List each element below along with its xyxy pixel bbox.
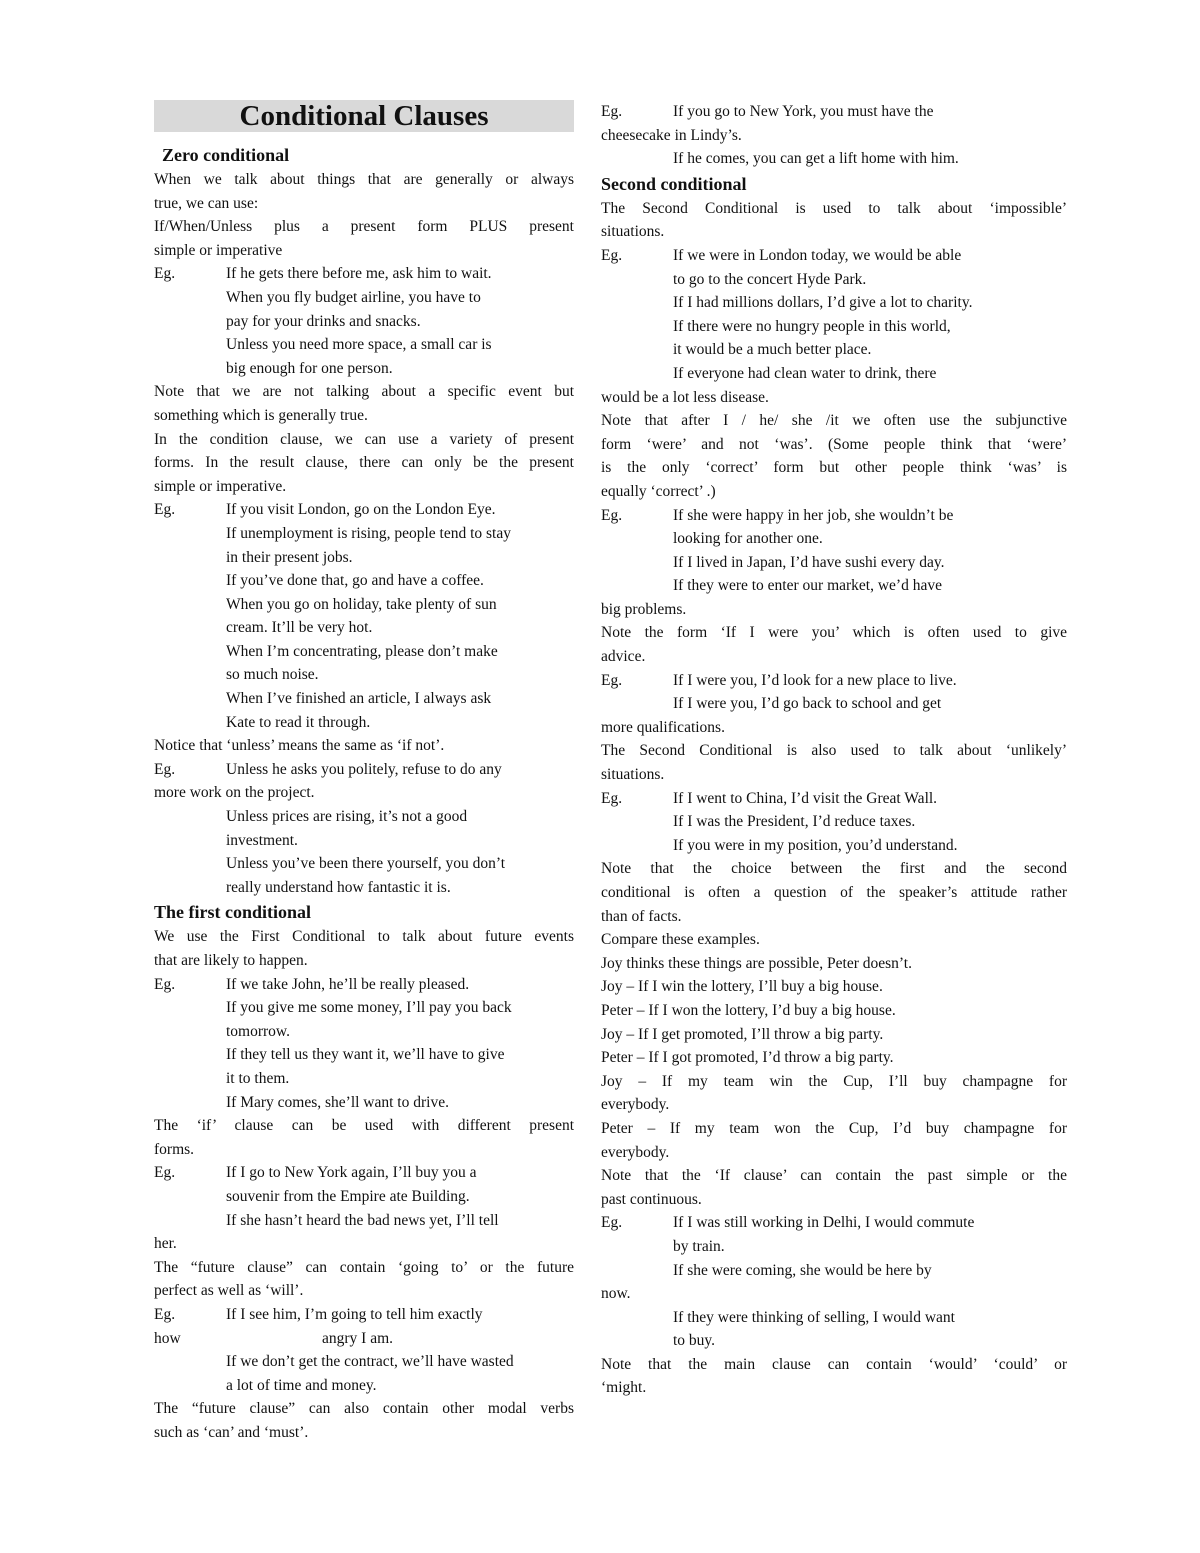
example	[601, 669, 1067, 693]
eg-label: Eg.	[154, 760, 176, 778]
paragraph: Note that the ‘If clause’ can contain the past simple or the	[601, 1167, 1067, 1185]
example-text: Kate to read it through.	[226, 713, 371, 731]
example-text: If you’ve done that, go and have a coffee.	[226, 572, 484, 590]
eg-label: Eg.	[154, 1164, 176, 1182]
example-text: If they were to enter our market, we’d have	[673, 577, 942, 595]
example-text: more work on the project.	[154, 784, 315, 802]
example	[601, 100, 1067, 124]
paragraph: Joy thinks these things are possible, Peter doesn’t.	[601, 954, 912, 972]
example	[154, 1303, 574, 1327]
example-text: If Mary comes, she’ll want to drive.	[226, 1093, 449, 1111]
paragraph: is the only ‘correct’ form but other people think ‘was’ is	[601, 459, 1067, 477]
example-text: in their present jobs.	[226, 548, 353, 566]
eg-label: Eg.	[601, 1214, 623, 1232]
paragraph: ‘might.	[601, 1379, 647, 1397]
example-text: Unless you need more space, a small car is	[226, 336, 492, 354]
paragraph: true, we can use:	[154, 194, 259, 212]
paragraph: Note that the main clause can contain ‘would’ ‘could’ or	[601, 1355, 1067, 1373]
example-text: Unless he asks you politely, refuse to do any	[226, 760, 502, 778]
paragraph: Note the form ‘If I were you’ which is often used to give	[601, 624, 1067, 642]
example-text: pay for your drinks and snacks.	[226, 312, 421, 330]
example	[601, 504, 1067, 528]
paragraph: everybody.	[601, 1096, 670, 1114]
example-text: If you go to New York, you must have the	[673, 103, 934, 120]
eg-label: Eg.	[154, 975, 176, 993]
first-conditional-heading: The first conditional	[154, 902, 312, 923]
paragraph: Joy – If I get promoted, I’ll throw a big party.	[601, 1025, 884, 1043]
example-text: If I lived in Japan, I’d have sushi every day.	[673, 553, 945, 571]
example-text: If you were in my position, you’d understand.	[673, 836, 958, 854]
example-text: If she were coming, she would be here by	[673, 1261, 932, 1279]
paragraph: conditional is often a question of the speaker’s attitude rather	[601, 884, 1067, 901]
example-text: looking for another one.	[673, 530, 823, 548]
example-text: If she hasn’t heard the bad news yet, I’ll tell	[226, 1211, 499, 1229]
example-text: it to them.	[226, 1069, 290, 1087]
paragraph: Note that we are not talking about a specific event but	[154, 383, 574, 401]
paragraph: forms. In the result clause, there can only be the present	[154, 454, 574, 472]
paragraph: situations.	[601, 223, 665, 241]
example-text: If everyone had clean water to drink, there	[673, 364, 937, 382]
example-text: If we were in London today, we would be able	[673, 246, 962, 264]
eg-label: Eg.	[154, 265, 176, 283]
paragraph: Compare these examples.	[601, 931, 760, 949]
paragraph: When we talk about things that are generally or always	[154, 171, 574, 188]
example-text: When I’ve finished an article, I always ask	[226, 690, 492, 708]
second-conditional-heading: Second conditional	[601, 173, 747, 194]
example-text: her.	[154, 1235, 177, 1253]
example-text: If I had millions dollars, I’d give a lot to charity.	[673, 294, 973, 312]
example-text: If I was still working in Delhi, I would commute	[673, 1214, 975, 1232]
paragraph: form ‘were’ and not ‘was’. (Some people think that ‘were’	[601, 435, 1067, 453]
paragraph: something which is generally true.	[154, 406, 368, 424]
example	[154, 973, 574, 997]
paragraph: equally ‘correct’ .)	[601, 482, 716, 500]
example-text: tomorrow.	[226, 1022, 290, 1040]
example-text: to buy.	[673, 1332, 716, 1350]
paragraph: The “future clause” can also contain other modal verbs	[154, 1400, 574, 1418]
example-text: If you give me some money, I’ll pay you back	[226, 999, 512, 1017]
example-text: souvenir from the Empire ate Building.	[226, 1187, 470, 1205]
paragraph: Note that the choice between the first and the second	[601, 860, 1067, 878]
example-text: investment.	[226, 831, 298, 849]
eg-label: Eg.	[601, 506, 623, 524]
eg-label: Eg.	[601, 789, 623, 807]
example-text: If she were happy in her job, she wouldn’t be	[673, 506, 954, 524]
paragraph: past continuous.	[601, 1190, 702, 1208]
example-text: big enough for one person.	[226, 359, 393, 377]
example-text: If they tell us they want it, we’ll have to give	[226, 1046, 505, 1064]
paragraph: such as ‘can’ and ‘must’.	[154, 1423, 309, 1441]
example-text: really understand how fantastic it is.	[226, 878, 451, 896]
example-text: cheesecake in Lindy’s.	[601, 126, 742, 144]
zero-conditional-heading: Zero conditional	[162, 145, 290, 165]
example-text: If unemployment is rising, people tend to stay	[226, 524, 511, 542]
paragraph: perfect as well as ‘will’.	[154, 1282, 304, 1300]
example-text: When you fly budget airline, you have to	[226, 288, 481, 306]
example	[601, 787, 1067, 811]
paragraph: The Second Conditional is also used to talk about ‘unlikely’	[601, 742, 1067, 760]
example	[154, 1161, 574, 1185]
paragraph: The ‘if’ clause can be used with different present	[154, 1117, 574, 1135]
example	[154, 758, 574, 782]
paragraph: situations.	[601, 766, 665, 784]
paragraph: everybody.	[601, 1143, 670, 1161]
example-text: If we don’t get the contract, we’ll have wasted	[226, 1353, 514, 1371]
example-text: If I go to New York again, I’ll buy you a	[226, 1164, 477, 1182]
paragraph: forms.	[154, 1140, 195, 1158]
example	[601, 1211, 1067, 1235]
example-text: angry I am.	[322, 1329, 394, 1347]
paragraph: Notice that ‘unless’ means the same as ‘if not’.	[154, 737, 445, 755]
example-text: would be a lot less disease.	[601, 388, 769, 406]
example-text: When you go on holiday, take plenty of sun	[226, 595, 497, 613]
paragraph: than of facts.	[601, 907, 682, 925]
example-text: cream. It’ll be very hot.	[226, 619, 373, 637]
eg-label: Eg.	[154, 501, 176, 519]
paragraph: Peter – If my team won the Cup, I’d buy champagne for	[601, 1119, 1067, 1137]
example-text: how	[154, 1329, 181, 1347]
paragraph: advice.	[601, 648, 646, 666]
paragraph: If/When/Unless plus a present form PLUS present	[154, 218, 574, 236]
eg-label: Eg.	[601, 246, 623, 264]
paragraph: simple or imperative	[154, 241, 283, 259]
example-text: now.	[601, 1285, 631, 1303]
example-line	[154, 1327, 574, 1351]
example-text: If you visit London, go on the London Eye.	[226, 501, 496, 519]
eg-label: Eg.	[601, 103, 623, 120]
paragraph: We use the First Conditional to talk about future events	[154, 928, 574, 946]
paragraph: Peter – If I won the lottery, I’d buy a big house.	[601, 1001, 896, 1019]
example-text: to go to the concert Hyde Park.	[673, 270, 867, 288]
example-text: more qualifications.	[601, 718, 725, 736]
paragraph: Joy – If my team win the Cup, I’ll buy champagne for	[601, 1072, 1067, 1090]
page-title: Conditional Clauses	[154, 100, 574, 132]
example-text: If I were you, I’d look for a new place to live.	[673, 671, 957, 689]
example	[154, 498, 574, 522]
example-text: a lot of time and money.	[226, 1376, 377, 1394]
example-text: If there were no hungry people in this world,	[673, 317, 951, 335]
example-text: If they were thinking of selling, I would want	[673, 1308, 955, 1326]
paragraph: Peter – If I got promoted, I’d throw a big party.	[601, 1049, 894, 1067]
paragraph: Note that after I / he/ she /it we often use the subjunctive	[601, 412, 1067, 430]
right-column	[601, 100, 1067, 1400]
example-text: If I see him, I’m going to tell him exactly	[226, 1305, 483, 1323]
paragraph: The “future clause” can contain ‘going to’ or the future	[154, 1258, 574, 1276]
paragraph: that are likely to happen.	[154, 952, 308, 969]
example-text: If he gets there before me, ask him to wait.	[226, 265, 492, 283]
eg-label: Eg.	[154, 1305, 176, 1323]
example-text: it would be a much better place.	[673, 341, 872, 359]
paragraph: Joy – If I win the lottery, I’ll buy a big house.	[601, 978, 883, 996]
paragraph: The Second Conditional is used to talk about ‘impossible’	[601, 199, 1067, 217]
example-text: by train.	[673, 1237, 725, 1255]
example-text: If I was the President, I’d reduce taxes.	[673, 813, 916, 831]
example	[154, 262, 574, 286]
example	[601, 244, 1067, 268]
example-text: big problems.	[601, 600, 687, 618]
example-text: so much noise.	[226, 666, 319, 684]
eg-label: Eg.	[601, 671, 623, 689]
example-text: If we take John, he’ll be really pleased.	[226, 975, 470, 993]
example-text: If he comes, you can get a lift home with him.	[673, 150, 959, 168]
example-text: Unless prices are rising, it’s not a good	[226, 808, 468, 826]
paragraph: In the condition clause, we can use a variety of present	[154, 430, 574, 448]
example-text: Unless you’ve been there yourself, you don’t	[226, 855, 506, 873]
paragraph: simple or imperative.	[154, 477, 287, 495]
left-column	[154, 100, 574, 1444]
example-text: When I’m concentrating, please don’t make	[226, 642, 498, 660]
example-text: If I went to China, I’d visit the Great Wall.	[673, 789, 938, 807]
example-text: If I were you, I’d go back to school and get	[673, 695, 942, 713]
